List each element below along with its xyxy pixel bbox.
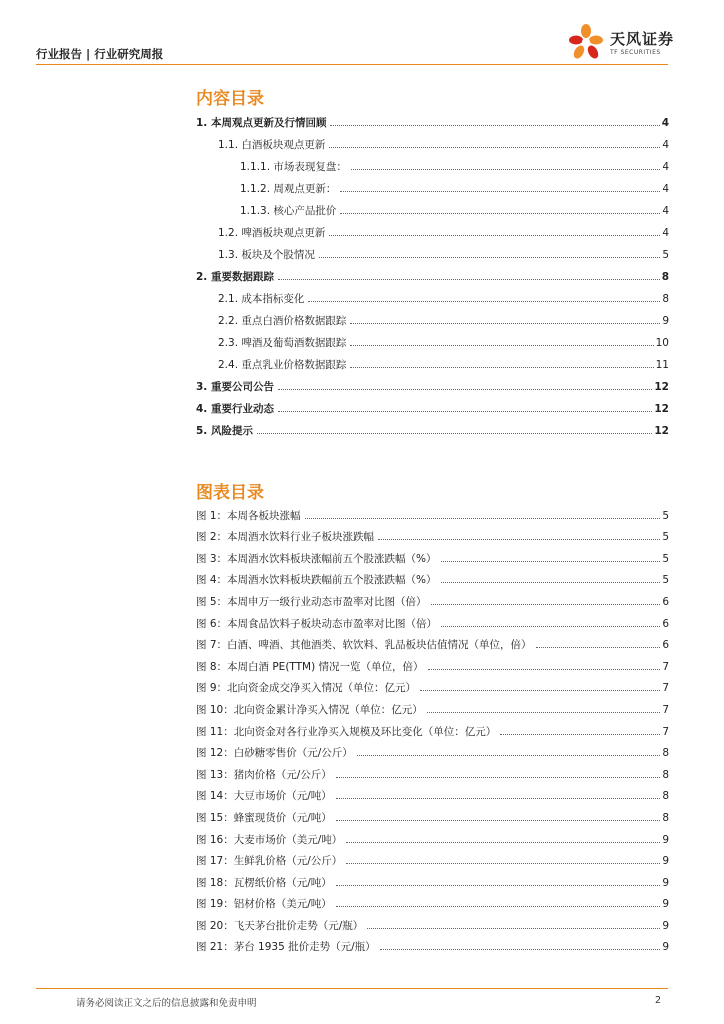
figure-entry-page: 9 bbox=[662, 855, 669, 868]
figure-entry[interactable] bbox=[196, 716, 669, 738]
figure-entry[interactable] bbox=[196, 586, 669, 608]
dot-leader bbox=[336, 798, 661, 799]
dot-leader bbox=[357, 755, 661, 756]
figure-entry-page: 9 bbox=[662, 876, 669, 889]
toc-entry-label: 5. 风险提示 bbox=[196, 425, 253, 437]
figure-entry-page: 9 bbox=[662, 898, 669, 911]
flower-logo-icon bbox=[566, 22, 606, 62]
figure-entry-page: 7 bbox=[662, 703, 669, 716]
figure-entry[interactable] bbox=[196, 846, 669, 868]
dot-leader bbox=[441, 561, 661, 562]
figure-list-title: 图表目录 bbox=[196, 483, 264, 503]
figure-entry-page: 9 bbox=[662, 941, 669, 954]
toc-entry[interactable] bbox=[196, 217, 669, 239]
toc-entry[interactable] bbox=[196, 239, 669, 261]
toc-entry-page: 12 bbox=[654, 403, 669, 415]
toc-entry-label: 1.1. 白酒板块观点更新 bbox=[218, 139, 326, 151]
dot-leader bbox=[350, 323, 660, 324]
figure-entry[interactable] bbox=[196, 608, 669, 630]
toc-entry[interactable] bbox=[196, 173, 669, 195]
figure-entry-page: 9 bbox=[662, 919, 669, 932]
toc-entry-label: 1.2. 啤酒板块观点更新 bbox=[218, 227, 326, 239]
dot-leader bbox=[536, 647, 661, 648]
footer-disclaimer: 请务必阅读正文之后的信息披露和免责申明 bbox=[76, 998, 257, 1009]
toc-entry-label: 1. 本周观点更新及行情回顾 bbox=[196, 117, 327, 129]
dot-leader bbox=[340, 191, 660, 192]
figure-entry[interactable] bbox=[196, 673, 669, 695]
figure-entry-label: 图 10：北向资金累计净买入情况（单位：亿元） bbox=[196, 703, 423, 716]
dot-leader bbox=[329, 235, 660, 236]
figure-entry-page: 5 bbox=[662, 531, 669, 544]
figure-entry-page: 5 bbox=[662, 509, 669, 522]
figure-entry-page: 8 bbox=[662, 768, 669, 781]
dot-leader bbox=[336, 820, 661, 821]
logo-subtext: TF SECURITIES bbox=[610, 49, 661, 56]
figure-entry-page: 5 bbox=[662, 574, 669, 587]
dot-leader bbox=[257, 433, 652, 434]
figure-entry[interactable] bbox=[196, 543, 669, 565]
figure-entry-label: 图 8：本周白酒 PE(TTM) 情况一览（单位，倍） bbox=[196, 660, 424, 673]
figure-entry-label: 图 16：大麦市场价（美元/吨） bbox=[196, 833, 343, 846]
toc-entry-label: 1.3. 板块及个股情况 bbox=[218, 249, 315, 261]
figure-entry-label: 图 1：本周各板块涨幅 bbox=[196, 509, 301, 522]
figure-entry[interactable] bbox=[196, 824, 669, 846]
figure-entry-label: 图 18：瓦楞纸价格（元/吨） bbox=[196, 876, 332, 889]
toc-entry[interactable] bbox=[196, 195, 669, 217]
figure-entry[interactable] bbox=[196, 565, 669, 587]
figure-entry-page: 6 bbox=[662, 617, 669, 630]
figure-entry[interactable] bbox=[196, 738, 669, 760]
dot-leader bbox=[336, 906, 661, 907]
toc-entry-page: 10 bbox=[655, 337, 669, 349]
toc-entry-label: 2. 重要数据跟踪 bbox=[196, 271, 274, 283]
toc-entry[interactable] bbox=[196, 129, 669, 151]
figure-entry-label: 图 4：本周酒水饮料板块跌幅前五个股涨跌幅（%） bbox=[196, 574, 437, 587]
toc-entry-page: 4 bbox=[661, 117, 669, 129]
figure-entry-label: 图 14：大豆市场价（元/吨） bbox=[196, 790, 332, 803]
toc-entry[interactable] bbox=[196, 261, 669, 283]
figure-entry[interactable] bbox=[196, 781, 669, 803]
toc-entry-page: 5 bbox=[662, 249, 669, 261]
dot-leader bbox=[278, 279, 660, 280]
figure-entry-page: 8 bbox=[662, 790, 669, 803]
figure-entry-page: 9 bbox=[662, 833, 669, 846]
dot-leader bbox=[319, 257, 660, 258]
dot-leader bbox=[367, 928, 660, 929]
toc-entry[interactable] bbox=[196, 393, 669, 415]
figure-entry[interactable] bbox=[196, 759, 669, 781]
dot-leader bbox=[329, 147, 660, 148]
header-breadcrumb: 行业报告 | 行业研究周报 bbox=[36, 47, 164, 61]
toc-entry-label: 2.3. 啤酒及葡萄酒数据跟踪 bbox=[218, 337, 347, 349]
dot-leader bbox=[278, 411, 652, 412]
toc-entry-page: 4 bbox=[662, 227, 669, 239]
toc-entry-label: 1.1.1. 市场表现复盘： bbox=[240, 161, 347, 173]
toc-entry[interactable] bbox=[196, 151, 669, 173]
company-logo bbox=[566, 22, 676, 62]
dot-leader bbox=[330, 125, 659, 126]
dot-leader bbox=[346, 842, 660, 843]
toc-entry-label: 3. 重要公司公告 bbox=[196, 381, 274, 393]
dot-leader bbox=[346, 863, 660, 864]
footer-divider bbox=[36, 988, 668, 989]
figure-entry-page: 7 bbox=[662, 725, 669, 738]
figure-entry-label: 图 17：生鲜乳价格（元/公斤） bbox=[196, 855, 343, 868]
figure-entry[interactable] bbox=[196, 867, 669, 889]
figure-entry[interactable] bbox=[196, 522, 669, 544]
toc-title: 内容目录 bbox=[196, 89, 264, 109]
figure-entry-page: 8 bbox=[662, 747, 669, 760]
dot-leader bbox=[428, 669, 661, 670]
toc-list bbox=[196, 107, 669, 437]
figure-entry[interactable] bbox=[196, 910, 669, 932]
figure-entry[interactable] bbox=[196, 889, 669, 911]
toc-entry[interactable] bbox=[196, 305, 669, 327]
figure-entry-page: 5 bbox=[662, 552, 669, 565]
dot-leader bbox=[420, 690, 660, 691]
dot-leader bbox=[380, 949, 661, 950]
toc-entry[interactable] bbox=[196, 327, 669, 349]
figure-entry[interactable] bbox=[196, 500, 669, 522]
toc-entry-label: 2.1. 成本指标变化 bbox=[218, 293, 305, 305]
figure-entry-page: 7 bbox=[662, 682, 669, 695]
figure-entry-label: 图 20：飞天茅台批价走势（元/瓶） bbox=[196, 919, 364, 932]
figure-entry-label: 图 12：白砂糖零售价（元/公斤） bbox=[196, 747, 353, 760]
dot-leader bbox=[441, 582, 661, 583]
dot-leader bbox=[336, 885, 661, 886]
dot-leader bbox=[351, 169, 660, 170]
figure-entry-label: 图 19：铝材价格（美元/吨） bbox=[196, 898, 332, 911]
dot-leader bbox=[378, 539, 660, 540]
figure-entry-label: 图 3：本周酒水饮料板块涨幅前五个股涨跌幅（%） bbox=[196, 552, 437, 565]
figure-entry-page: 8 bbox=[662, 811, 669, 824]
figure-entry[interactable] bbox=[196, 932, 669, 954]
figure-entry-label: 图 9：北向资金成交净买入情况（单位：亿元） bbox=[196, 682, 417, 695]
dot-leader bbox=[336, 777, 661, 778]
figure-entry-label: 图 2：本周酒水饮料行业子板块涨跌幅 bbox=[196, 531, 375, 544]
toc-entry-page: 8 bbox=[661, 271, 669, 283]
toc-entry-page: 4 bbox=[662, 205, 669, 217]
figure-entry-label: 图 15：蜂蜜现货价（元/吨） bbox=[196, 811, 332, 824]
figure-entry[interactable] bbox=[196, 802, 669, 824]
dot-leader bbox=[278, 389, 652, 390]
dot-leader bbox=[441, 626, 660, 627]
figure-entry-label: 图 13：猪肉价格（元/公斤） bbox=[196, 768, 332, 781]
figure-entry[interactable] bbox=[196, 630, 669, 652]
page-number: 2 bbox=[655, 995, 662, 1006]
toc-entry-page: 4 bbox=[662, 139, 669, 151]
dot-leader bbox=[340, 213, 660, 214]
toc-entry-page: 12 bbox=[654, 381, 669, 393]
figure-entry-label: 图 5：本周申万一级行业动态市盈率对比图（倍） bbox=[196, 595, 427, 608]
logo-text: 天风证券 bbox=[610, 30, 675, 48]
dot-leader bbox=[350, 367, 653, 368]
toc-entry-label: 4. 重要行业动态 bbox=[196, 403, 274, 415]
toc-entry-label: 2.2. 重点白酒价格数据跟踪 bbox=[218, 315, 347, 327]
figure-entry-label: 图 7：白酒、啤酒、其他酒类、软饮料、乳品板块估值情况（单位，倍） bbox=[196, 639, 532, 652]
dot-leader bbox=[305, 518, 661, 519]
figure-entry[interactable] bbox=[196, 651, 669, 673]
toc-entry-page: 4 bbox=[662, 161, 669, 173]
toc-entry-label: 2.4. 重点乳业价格数据跟踪 bbox=[218, 359, 347, 371]
toc-entry[interactable] bbox=[196, 349, 669, 371]
toc-entry[interactable] bbox=[196, 371, 669, 393]
toc-entry[interactable] bbox=[196, 415, 669, 437]
toc-entry-page: 9 bbox=[662, 315, 669, 327]
toc-entry-page: 12 bbox=[654, 425, 669, 437]
figure-list bbox=[196, 500, 669, 953]
figure-entry-label: 图 6：本周食品饮料子板块动态市盈率对比图（倍） bbox=[196, 617, 438, 630]
toc-entry-page: 8 bbox=[662, 293, 669, 305]
toc-entry-page: 11 bbox=[655, 359, 669, 371]
figure-entry-page: 7 bbox=[662, 660, 669, 673]
dot-leader bbox=[350, 345, 653, 346]
dot-leader bbox=[500, 734, 660, 735]
toc-entry-label: 1.1.2. 周观点更新： bbox=[240, 183, 337, 195]
dot-leader bbox=[431, 604, 661, 605]
figure-entry-label: 图 21：茅台 1935 批价走势（元/瓶） bbox=[196, 941, 376, 954]
figure-entry-page: 6 bbox=[662, 595, 669, 608]
toc-entry[interactable] bbox=[196, 283, 669, 305]
toc-entry[interactable] bbox=[196, 107, 669, 129]
figure-entry-label: 图 11：北向资金对各行业净买入规模及环比变化（单位：亿元） bbox=[196, 725, 497, 738]
dot-leader bbox=[427, 712, 661, 713]
toc-entry-page: 4 bbox=[662, 183, 669, 195]
dot-leader bbox=[308, 301, 660, 302]
figure-entry-page: 6 bbox=[662, 639, 669, 652]
header-divider bbox=[36, 64, 668, 65]
figure-entry[interactable] bbox=[196, 694, 669, 716]
toc-entry-label: 1.1.3. 核心产品批价 bbox=[240, 205, 337, 217]
